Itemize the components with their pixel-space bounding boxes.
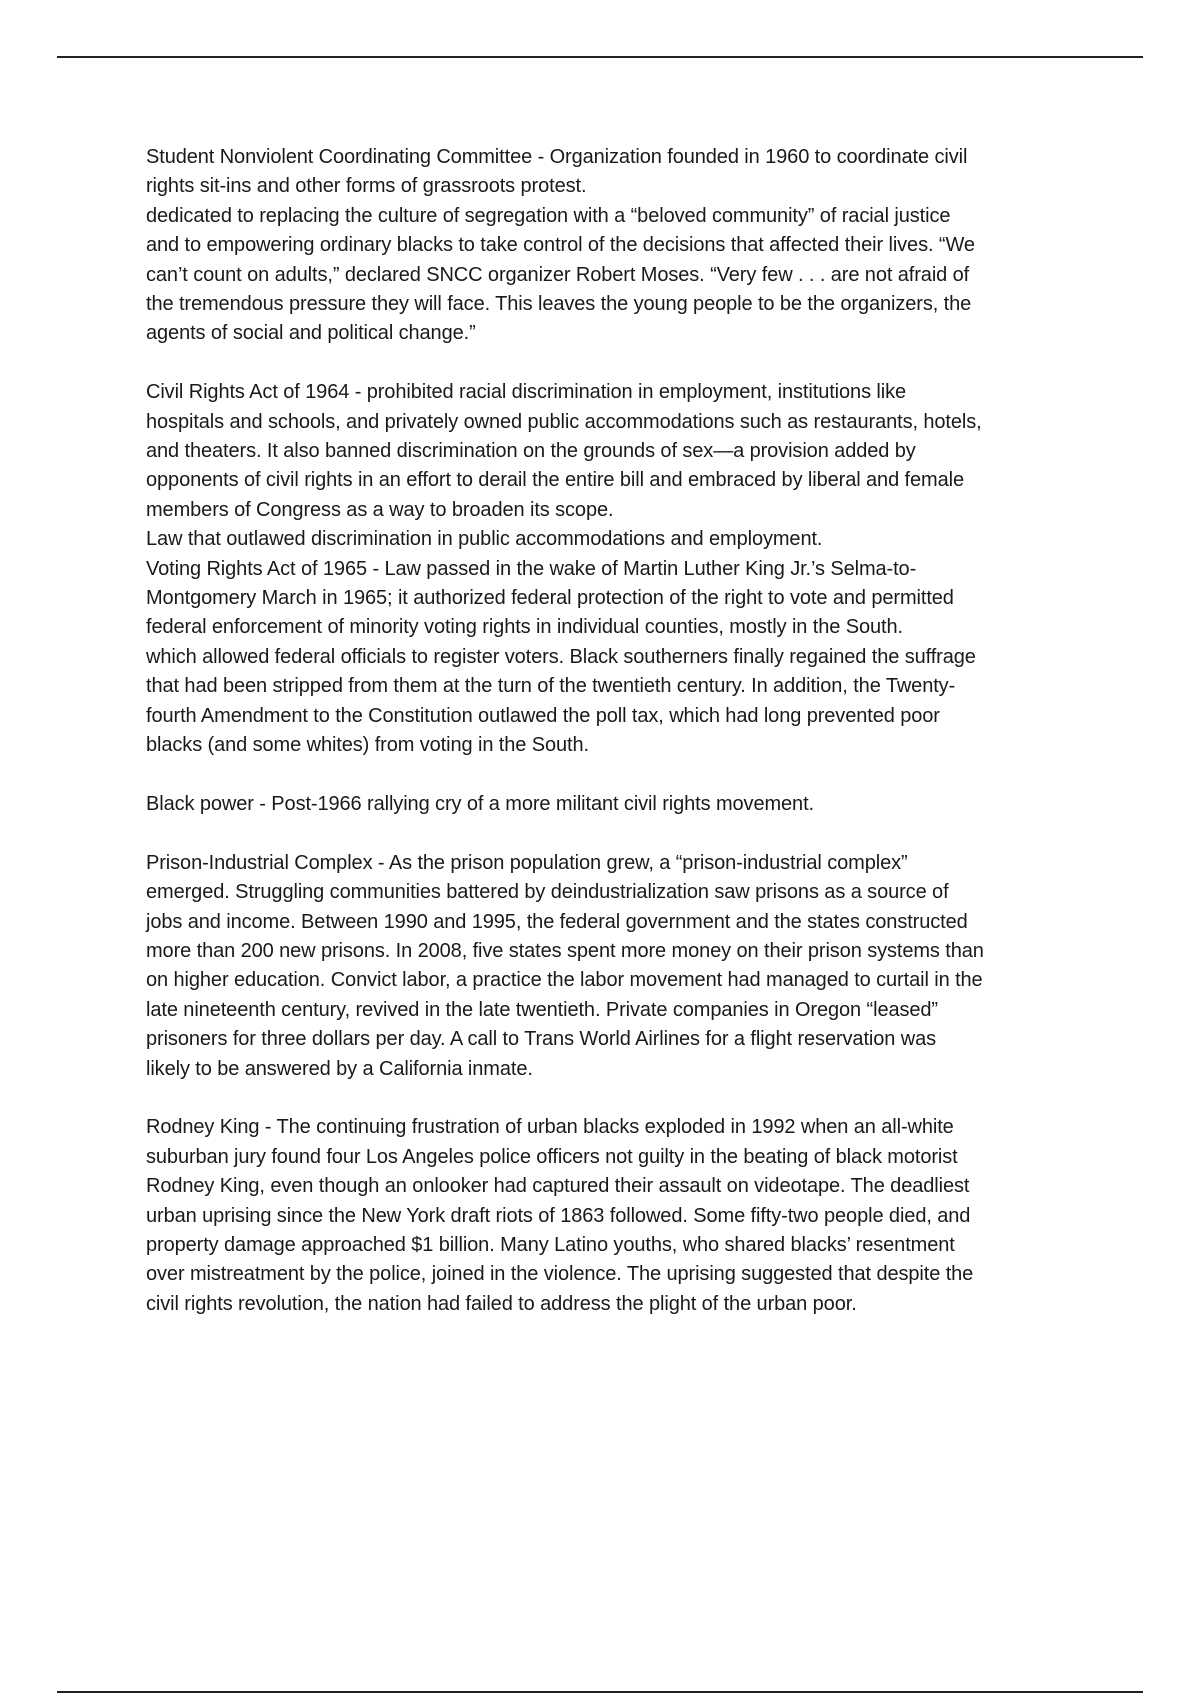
text-line: and theaters. It also banned discrimination on the grounds of sex—a provision added by bbox=[146, 440, 916, 463]
text-line: that had been stripped from them at the turn of the twentieth century. In addition, the Twenty- bbox=[146, 675, 956, 698]
paragraph-gap bbox=[146, 819, 1092, 848]
text-line: and to empowering ordinary blacks to take control of the decisions that affected their lives. “We bbox=[146, 234, 975, 257]
text-line: Rodney King - The continuing frustration of urban blacks exploded in 1992 when an all-white bbox=[146, 1116, 954, 1139]
text-line: federal enforcement of minority voting rights in individual counties, mostly in the South. bbox=[146, 616, 903, 639]
text-line: agents of social and political change.” bbox=[146, 322, 476, 345]
text-line: on higher education. Convict labor, a practice the labor movement had managed to curtail in the bbox=[146, 969, 983, 992]
text-line: which allowed federal officials to register voters. Black southerners finally regained the suffrage bbox=[146, 645, 976, 668]
text-line: Law that outlawed discrimination in public accommodations and employment. bbox=[146, 528, 823, 551]
text-line: likely to be answered by a California inmate. bbox=[146, 1057, 533, 1080]
text-line: jobs and income. Between 1990 and 1995, the federal government and the states constructed bbox=[146, 910, 968, 933]
text-line: Rodney King, even though an onlooker had captured their assault on videotape. The deadliest bbox=[146, 1175, 970, 1198]
text-line: dedicated to replacing the culture of segregation with a “beloved community” of racial justice bbox=[146, 204, 951, 227]
text-line: Student Nonviolent Coordinating Committee - Organization founded in 1960 to coordinate civil bbox=[146, 146, 968, 168]
text-line: Voting Rights Act of 1965 - Law passed in the wake of Martin Luther King Jr.’s Selma-to- bbox=[146, 557, 917, 580]
text-line: prisoners for three dollars per day. A call to Trans World Airlines for a flight reservation was bbox=[146, 1028, 937, 1051]
text-line: over mistreatment by the police, joined in the violence. The uprising suggested that despite the bbox=[146, 1263, 974, 1286]
text-line: civil rights revolution, the nation had failed to address the plight of the urban poor. bbox=[146, 1292, 857, 1315]
paragraph-gap bbox=[146, 1084, 1092, 1113]
text-line: members of Congress as a way to broaden its scope. bbox=[146, 498, 614, 521]
text-line: opponents of civil rights in an effort to derail the entire bill and embraced by liberal and female bbox=[146, 469, 964, 492]
bottom-divider bbox=[57, 1691, 1143, 1693]
text-line: fourth Amendment to the Constitution outlawed the poll tax, which had long prevented poor bbox=[146, 704, 940, 727]
text-line: property damage approached $1 billion. Many Latino youths, who shared blacks’ resentment bbox=[146, 1233, 955, 1256]
paragraph-gap bbox=[146, 761, 1092, 790]
text-line: can’t count on adults,” declared SNCC organizer Robert Moses. “Very few . . . are not afraid of bbox=[146, 263, 970, 286]
text-line: Civil Rights Act of 1964 - prohibited racial discrimination in employment, institutions like bbox=[146, 381, 907, 404]
text-line: hospitals and schools, and privately owned public accommodations such as restaurants, hotels, bbox=[146, 410, 982, 433]
text-line: Black power - Post-1966 rallying cry of a more militant civil rights movement. bbox=[146, 792, 814, 815]
text-line: more than 200 new prisons. In 2008, five states spent more money on their prison systems than bbox=[146, 939, 984, 962]
document-body bbox=[146, 143, 1092, 1319]
text-line: late nineteenth century, revived in the late twentieth. Private companies in Oregon “leased” bbox=[146, 998, 938, 1021]
text-line: emerged. Struggling communities battered by deindustrialization saw prisons as a source of bbox=[146, 881, 949, 904]
text-line: suburban jury found four Los Angeles police officers not guilty in the beating of black motorist bbox=[146, 1145, 958, 1168]
text-line: blacks (and some whites) from voting in the South. bbox=[146, 734, 589, 757]
text-line: rights sit-ins and other forms of grassroots protest. bbox=[146, 175, 587, 198]
text-line: Montgomery March in 1965; it authorized federal protection of the right to vote and permitted bbox=[146, 587, 954, 610]
text-line: Prison-Industrial Complex - As the prison population grew, a “prison-industrial complex” bbox=[146, 851, 908, 874]
paragraph-gap bbox=[146, 349, 1092, 378]
top-divider bbox=[57, 56, 1143, 58]
text-line: urban uprising since the New York draft riots of 1863 followed. Some fifty-two people died, and bbox=[146, 1204, 971, 1227]
text-line: the tremendous pressure they will face. This leaves the young people to be the organizers, the bbox=[146, 293, 972, 316]
